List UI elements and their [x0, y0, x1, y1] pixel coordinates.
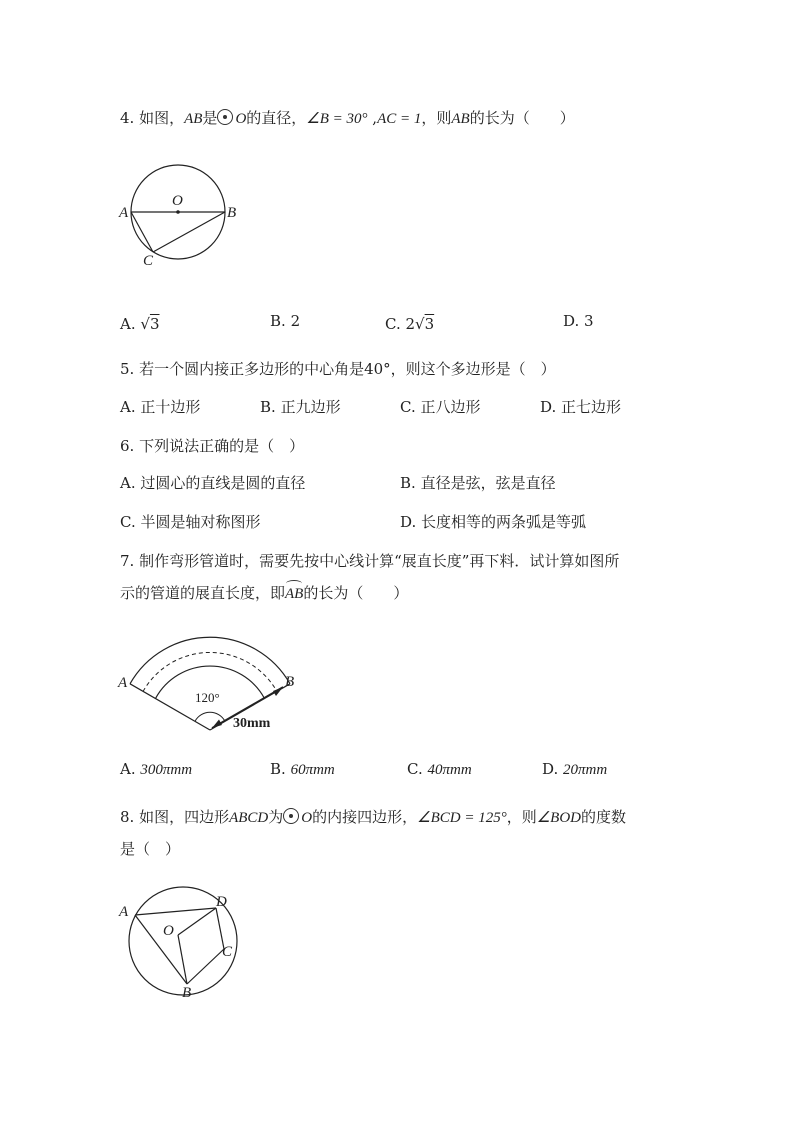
- q4-option-b[interactable]: [270, 310, 300, 332]
- sqrt-icon: √: [415, 315, 425, 333]
- q4-segment-cb: [153, 212, 225, 252]
- q4-option-c[interactable]: [385, 313, 434, 335]
- q8-label-d: D: [216, 894, 227, 910]
- q5-option-d[interactable]: [540, 396, 621, 418]
- q4-option-a-key: A.: [120, 315, 136, 333]
- q4-ab2: AB: [451, 111, 470, 127]
- q7-label-angle: 120°: [195, 690, 220, 705]
- q4-ac: AC = 1: [377, 111, 422, 127]
- q8-stem-d: ，则: [506, 808, 537, 826]
- q5-option-d-key: D.: [540, 398, 557, 416]
- q4-then: ，则: [421, 109, 452, 127]
- q4-figure: [118, 158, 248, 268]
- q7-option-c-value: 40πmm: [427, 762, 472, 778]
- q6-option-c-key: C.: [120, 513, 136, 531]
- q6-stem: 6. 下列说法正确的是（ ）: [120, 437, 305, 455]
- sqrt-icon: √: [140, 315, 150, 333]
- circle-dot-icon: [217, 109, 233, 125]
- q8-stem-c: 的内接四边形，: [312, 808, 418, 826]
- q4-label-o: O: [172, 193, 183, 209]
- q7-label-b: B: [285, 674, 295, 690]
- q8-side-dc: [216, 908, 224, 949]
- q8-label-c: C: [222, 944, 233, 960]
- q7-angle-mark: [195, 712, 225, 721]
- q8-side-ad: [135, 908, 216, 915]
- q8-angle: ∠BCD = 125°: [417, 810, 507, 826]
- q4-option-b-value: 2: [290, 312, 301, 330]
- q5-option-c[interactable]: [400, 396, 481, 418]
- q4-length-is: 的长为（ ）: [469, 109, 575, 127]
- q4-option-d-value: 3: [584, 312, 594, 330]
- q4-option-b-key: B.: [270, 312, 286, 330]
- q6-option-d-key: D.: [400, 513, 417, 531]
- q4-option-c-value: 3: [424, 315, 435, 333]
- q8-stem-e: 的度数: [581, 808, 627, 826]
- arrowhead-icon: [212, 720, 222, 729]
- q4-option-c-key: C.: [385, 315, 401, 333]
- q7-stem-line1: 7. 制作弯形管道时，需要先按中心线计算“展直长度”再下料．试计算如图所: [120, 552, 620, 570]
- q4-option-a-value: 3: [149, 315, 160, 333]
- q5-option-a-value: 正十边形: [140, 398, 201, 416]
- q7-stem-line2b: 的长为（ ）: [303, 584, 409, 602]
- q4-center-point: [176, 210, 180, 214]
- q7-middle-arc: [143, 652, 277, 691]
- q5-option-d-value: 正七边形: [561, 398, 622, 416]
- q7-option-d-key: D.: [542, 760, 559, 778]
- q7-option-b[interactable]: [270, 758, 335, 781]
- q7-option-a-key: A.: [120, 760, 136, 778]
- q7-option-d[interactable]: [542, 758, 607, 781]
- q7-outer-arc: [130, 637, 290, 684]
- q4-angle-b: ∠B = 30°: [306, 111, 368, 127]
- q7-stem-line2a: 示的管道的展直长度，即: [120, 584, 286, 602]
- q8-stem-line2: 是（ ）: [120, 840, 181, 858]
- q4-is: 是: [202, 109, 218, 127]
- q6-option-b-value: 直径是弦，弦是直径: [420, 474, 556, 492]
- q6-option-b-key: B.: [400, 474, 416, 492]
- q7-label-a: A: [118, 675, 128, 691]
- q5-option-b[interactable]: [260, 396, 341, 418]
- q6-option-a-key: A.: [120, 474, 136, 492]
- q7-option-b-value: 60πmm: [290, 762, 335, 778]
- q8-stem-b: 为: [268, 808, 284, 826]
- q8-label-o: O: [163, 923, 174, 939]
- q4-segment-ac: [131, 212, 153, 252]
- q8-segment-od: [178, 908, 216, 935]
- q8-abcd: ABCD: [229, 810, 269, 826]
- q6-option-c[interactable]: [120, 511, 261, 533]
- q8-side-ab: [135, 915, 187, 984]
- q8-stem-a: 8. 如图，四边形: [120, 808, 230, 826]
- q8-figure: [118, 882, 248, 1002]
- arrowhead-icon: [273, 687, 283, 696]
- q5-option-a-key: A.: [120, 398, 136, 416]
- q5-option-c-value: 正八边形: [420, 398, 481, 416]
- q8-label-b: B: [182, 985, 192, 1001]
- q4-option-d-key: D.: [563, 312, 580, 330]
- q4-comma: ,: [367, 109, 378, 127]
- q6-option-a-value: 过圆心的直线是圆的直径: [140, 474, 306, 492]
- q4-ab: AB: [184, 111, 203, 127]
- q4-label-a: A: [119, 205, 129, 221]
- q6-option-c-value: 半圆是轴对称图形: [140, 513, 261, 531]
- q5-stem: 5. 若一个圆内接正多边形的中心角是40°，则这个多边形是（ ）: [120, 360, 556, 378]
- q8-segment-ob: [178, 935, 187, 984]
- q6-option-a[interactable]: [120, 472, 305, 494]
- q4-option-d[interactable]: [563, 310, 594, 332]
- q5-option-b-key: B.: [260, 398, 276, 416]
- q4-label-b: B: [227, 205, 237, 221]
- q4-option-a[interactable]: [120, 313, 160, 335]
- q7-label-radius: 30mm: [233, 716, 271, 731]
- q7-option-a[interactable]: [120, 758, 192, 781]
- q8-o: O: [301, 810, 313, 826]
- q5-option-b-value: 正九边形: [280, 398, 341, 416]
- q6-option-d[interactable]: [400, 511, 586, 533]
- q6-option-d-value: 长度相等的两条弧是等弧: [421, 513, 587, 531]
- q7-figure: [115, 630, 315, 740]
- q7-arc-ab: AB: [285, 583, 303, 605]
- q4-number: 4. 如图，: [120, 109, 185, 127]
- q7-option-a-value: 300πmm: [140, 762, 193, 778]
- q4-label-c: C: [143, 253, 154, 269]
- q4-stem: [120, 107, 575, 130]
- q4-o: O: [235, 111, 247, 127]
- q4-option-c-coef: 2: [405, 315, 416, 333]
- q6-option-b[interactable]: [400, 472, 556, 494]
- q8-label-a: A: [119, 904, 129, 920]
- q7-stem-line2: [120, 582, 408, 605]
- q8-bod: ∠BOD: [536, 810, 582, 826]
- q5-option-a[interactable]: [120, 396, 200, 418]
- q7-option-c[interactable]: [407, 758, 472, 781]
- q8-stem-line1: [120, 806, 626, 829]
- q4-diameter: 的直径，: [246, 109, 307, 127]
- q5-option-c-key: C.: [400, 398, 416, 416]
- q8-side-cb: [187, 949, 224, 984]
- q7-option-c-key: C.: [407, 760, 423, 778]
- circle-dot-icon: [283, 808, 299, 824]
- q7-option-d-value: 20πmm: [563, 762, 608, 778]
- q7-option-b-key: B.: [270, 760, 286, 778]
